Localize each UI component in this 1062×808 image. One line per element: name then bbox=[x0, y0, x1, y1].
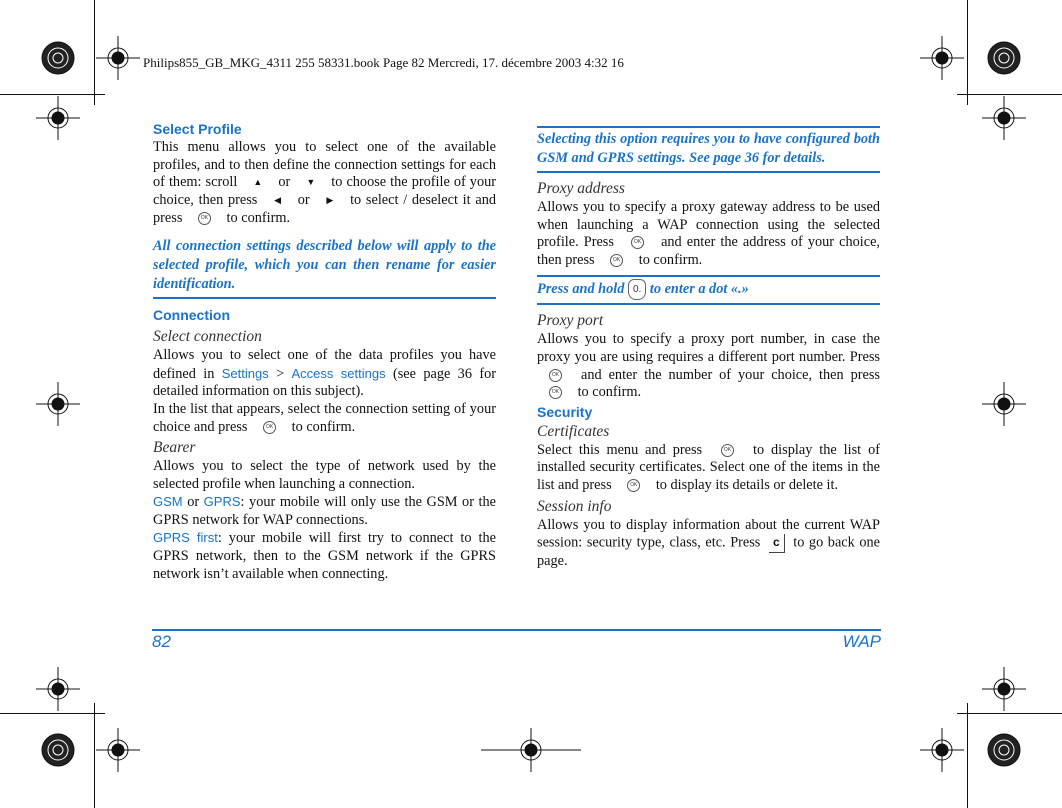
left-column bbox=[153, 119, 496, 583]
ok-key-icon: OK bbox=[610, 254, 623, 267]
c-key-icon: c bbox=[769, 534, 785, 553]
ok-key-icon: OK bbox=[263, 421, 276, 434]
footer-rule bbox=[152, 629, 881, 631]
dot-note: Press and hold 0. to enter a dot «.» bbox=[537, 275, 880, 305]
select-profile-text: This menu allows you to select one of the available profiles, and to then define the connection settings for each of them: scroll ▲ or ▼ to choose the profile of your choice, then press ◀ or ▶ to select / deselect it and press OK to confirm. bbox=[153, 139, 497, 226]
ok-key-icon: OK bbox=[549, 369, 562, 382]
chapter-title: WAP bbox=[842, 632, 881, 651]
ok-key-icon: OK bbox=[549, 386, 562, 399]
gsm-keyword: GSM bbox=[153, 494, 183, 510]
page-number: 82 bbox=[152, 632, 171, 651]
bearer-text: Allows you to select the type of network used by the selected profile when launching a connection. bbox=[153, 458, 496, 492]
security-title: Security bbox=[537, 403, 593, 420]
right-column bbox=[537, 126, 880, 570]
select-connection-text: Allows you to select one of the data profiles you have defined in Settings > Access settings (see page 36 for detailed information on this subject). bbox=[153, 347, 497, 400]
select-profile-title: Select Profile bbox=[153, 121, 242, 137]
settings-keyword: Settings bbox=[221, 365, 269, 381]
proxy-address-subtitle: Proxy address bbox=[537, 180, 625, 197]
certificates-text: Select this menu and press OK to display the list of installed security certificates. Select one of the items in the list and press OK to display its details or delete it. bbox=[537, 441, 880, 493]
ok-key-icon: OK bbox=[627, 479, 640, 492]
bearer-gsm-gprs: GSM or GPRS: your mobile will only use the GSM or the GPRS network for WAP connections. bbox=[153, 494, 496, 528]
zero-key-icon: 0. bbox=[628, 279, 646, 300]
up-arrow-icon: ▲ bbox=[253, 177, 263, 188]
gsm-gprs-note: Selecting this option requires you to have configured both GSM and GPRS settings. See page 36 for details. bbox=[537, 126, 880, 173]
proxy-port-text: Allows you to specify a proxy port number, in case the proxy you are using requires a different port number. Press OK and enter the number of your choice, then press OK to confirm. bbox=[537, 331, 880, 401]
access-settings-keyword: Access settings bbox=[291, 365, 386, 381]
ok-key-icon: OK bbox=[631, 236, 644, 249]
profile-note: All connection settings described below will apply to the selected profile, which you can then rename for easier identification. bbox=[153, 237, 496, 299]
bearer-subtitle: Bearer bbox=[153, 439, 196, 457]
gprs-first-keyword: GPRS first bbox=[153, 530, 218, 546]
session-info-subtitle: Session info bbox=[537, 497, 612, 515]
down-arrow-icon: ▼ bbox=[306, 177, 316, 188]
connection-title: Connection bbox=[153, 307, 230, 324]
proxy-port-subtitle: Proxy port bbox=[537, 312, 604, 330]
proxy-address-text: Allows you to specify a proxy gateway address to be used when launching a WAP connection using the selected profile. Press OK and enter the address of your choice, then press OK to confirm. bbox=[537, 199, 880, 268]
gprs-keyword: GPRS bbox=[203, 494, 241, 510]
ok-key-icon: OK bbox=[721, 444, 734, 457]
print-header: Philips855_GB_MKG_4311 255 58331.book Page 82 Mercredi, 17. décembre 2003 4:32 16 bbox=[143, 55, 624, 70]
certificates-subtitle: Certificates bbox=[537, 422, 610, 440]
select-connection-subtitle: Select connection bbox=[153, 328, 262, 346]
bearer-gprs-first: GPRS first: your mobile will first try to connect to the GPRS network, then to the GSM network if the GPRS network isn’t available when connecting. bbox=[153, 530, 496, 582]
session-info-text: Allows you to display information about the current WAP session: security type, class, etc. Press c to go back one page. bbox=[537, 516, 881, 569]
select-connection-text-2: In the list that appears, select the connection setting of your choice and press OK to confirm. bbox=[153, 400, 496, 435]
ok-key-icon: OK bbox=[198, 212, 211, 225]
left-arrow-icon: ◀ bbox=[274, 194, 282, 205]
right-arrow-icon: ▶ bbox=[326, 194, 334, 205]
